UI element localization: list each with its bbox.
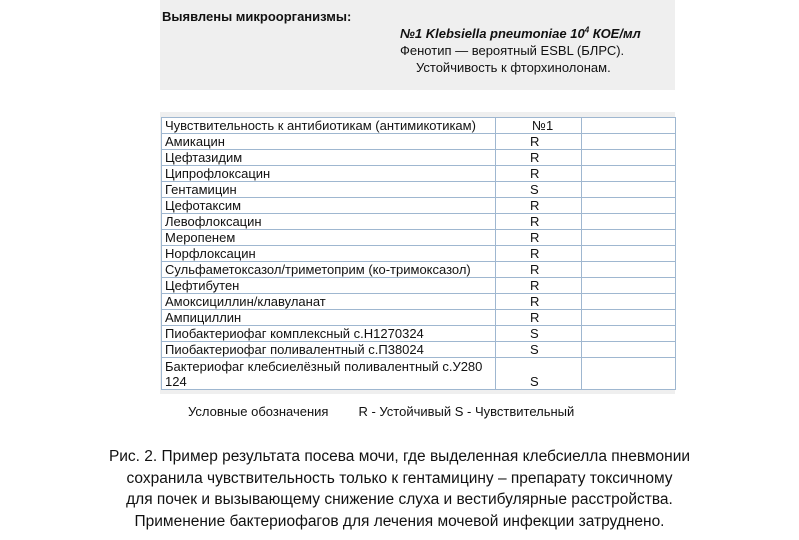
empty-cell [582, 230, 676, 246]
sensitivity-value: R [496, 134, 582, 150]
sensitivity-value: S [496, 358, 582, 390]
empty-cell [582, 166, 676, 182]
header-label: Чувствительность к антибиотикам (антимикотикам) [162, 118, 496, 134]
table-header-row [162, 118, 676, 134]
empty-cell [582, 150, 676, 166]
antibiotic-name: Цефтазидим [162, 150, 496, 166]
empty-cell [582, 246, 676, 262]
organism-unit: КОЕ/мл [589, 26, 641, 41]
antibiotic-name: Норфлоксацин [162, 246, 496, 262]
sensitivity-table-body [162, 118, 676, 390]
antibiotic-name: Гентамицин [162, 182, 496, 198]
antibiotic-name: Цефтибутен [162, 278, 496, 294]
sensitivity-value: R [496, 230, 582, 246]
microorganism-panel [160, 0, 675, 90]
table-row [162, 166, 676, 182]
sensitivity-value: R [496, 246, 582, 262]
empty-cell [582, 198, 676, 214]
sensitivity-value: R [496, 262, 582, 278]
table-row [162, 198, 676, 214]
sensitivity-value: R [496, 294, 582, 310]
legend-codes: R - Устойчивый S - Чувствительный [358, 404, 575, 419]
antibiotic-name [162, 358, 496, 390]
header-empty [582, 118, 676, 134]
sensitivity-value: R [496, 278, 582, 294]
sensitivity-value: R [496, 166, 582, 182]
antibiotic-name: Амоксициллин/клавуланат [162, 294, 496, 310]
header-col: №1 [496, 118, 582, 134]
antibiotic-name: Меропенем [162, 230, 496, 246]
table-row [162, 326, 676, 342]
antibiotic-name: Сульфаметоксазол/триметоприм (ко-тримоксазол) [162, 262, 496, 278]
table-row [162, 214, 676, 230]
sensitivity-value: R [496, 214, 582, 230]
sensitivity-table [161, 117, 676, 390]
sensitivity-value: R [496, 198, 582, 214]
antibiotic-name: Пиобактериофаг поливалентный с.П38024 [162, 342, 496, 358]
table-row [162, 182, 676, 198]
empty-cell [582, 326, 676, 342]
empty-cell [582, 310, 676, 326]
sensitivity-value: R [496, 310, 582, 326]
caption-line: Рис. 2. Пример результата посева мочи, где выделенная клебсиелла пневмонии [108, 448, 691, 465]
antibiotic-name: Ципрофлоксацин [162, 166, 496, 182]
antibiotic-name: Левофлоксацин [162, 214, 496, 230]
organism-name: №1 Klebsiella pneumoniae 10 [400, 26, 585, 41]
antibiotic-name-line: 124 [165, 373, 187, 389]
found-label: Выявлены микроорганизмы: [162, 9, 352, 24]
table-row [162, 246, 676, 262]
antibiotic-name: Пиобактериофаг комплексный с.Н1270324 [162, 326, 496, 342]
empty-cell [582, 294, 676, 310]
figure-caption [0, 446, 799, 532]
antibiotic-name: Ампициллин [162, 310, 496, 326]
table-row [162, 278, 676, 294]
table-row [162, 150, 676, 166]
table-row [162, 342, 676, 358]
organism-title [400, 26, 641, 41]
empty-cell [582, 278, 676, 294]
empty-cell [582, 214, 676, 230]
phenotype-text: Фенотип — вероятный ESBL (БЛРС). [400, 43, 625, 58]
table-row [162, 358, 676, 390]
antibiotic-name-line: Бактериофаг клебсиелёзный поливалентный с.У280 [165, 358, 483, 374]
empty-cell [582, 358, 676, 390]
sensitivity-value: S [496, 326, 582, 342]
sensitivity-value: S [496, 182, 582, 198]
sensitivity-value: S [496, 342, 582, 358]
caption-line: сохранила чувствительность только к гентамицину – препарату токсичному [126, 469, 673, 487]
empty-cell [582, 134, 676, 150]
sensitivity-value: R [496, 150, 582, 166]
table-row [162, 134, 676, 150]
resistance-text: Устойчивость к фторхинолонам. [416, 60, 611, 75]
table-row [162, 230, 676, 246]
empty-cell [582, 262, 676, 278]
caption-line: для почек и вызывающему снижение слуха и вестибулярные расстройства. [126, 491, 673, 508]
antibiotic-name: Амикацин [162, 134, 496, 150]
empty-cell [582, 342, 676, 358]
antibiotic-name: Цефотаксим [162, 198, 496, 214]
empty-cell [582, 182, 676, 198]
table-row [162, 262, 676, 278]
organism-exponent: 4 [584, 25, 590, 35]
table-row [162, 310, 676, 326]
legend-label: Условные обозначения [188, 404, 329, 419]
caption-line: Применение бактериофагов для лечения мочевой инфекции затруднено. [134, 512, 665, 530]
table-row [162, 294, 676, 310]
legend [188, 404, 574, 419]
